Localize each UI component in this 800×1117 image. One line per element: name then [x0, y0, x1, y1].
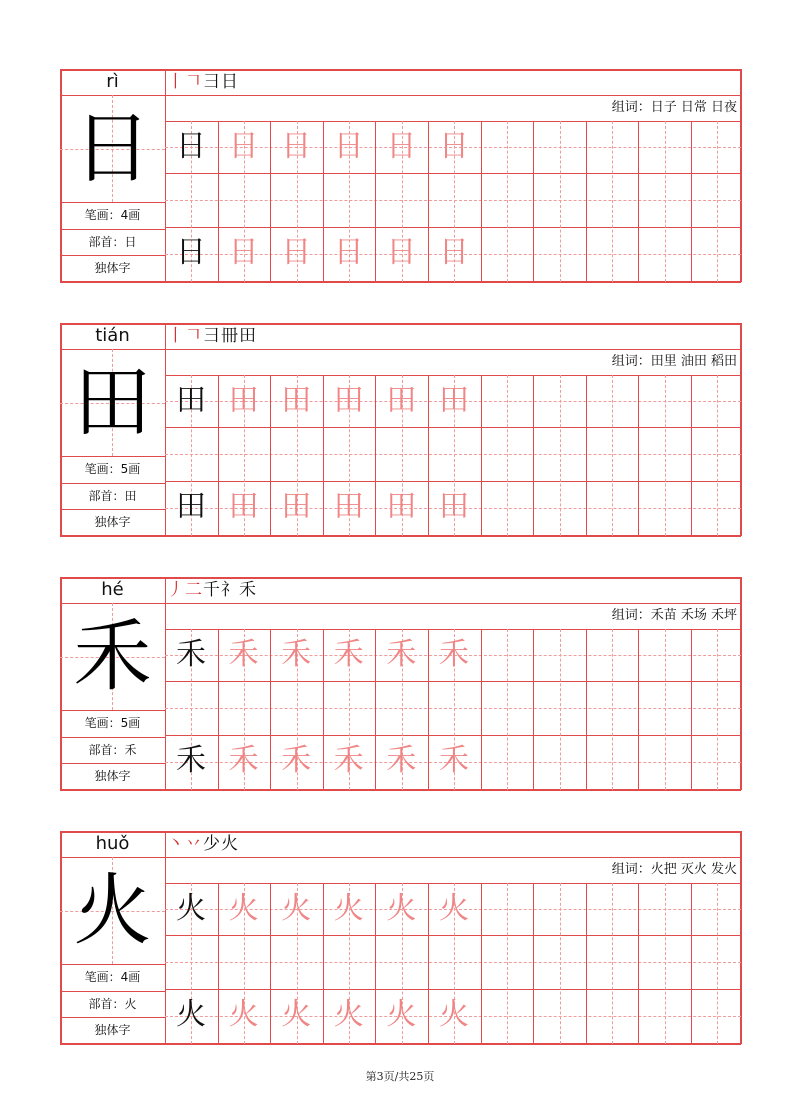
pinyin: rì — [106, 71, 119, 92]
model-character: 火 — [176, 997, 206, 1032]
trace-character: 禾 — [386, 743, 417, 778]
trace-character: 火 — [386, 997, 417, 1032]
model-character: 禾 — [176, 743, 206, 778]
trace-character: 禾 — [333, 637, 364, 672]
grid-line — [586, 883, 587, 1044]
trace-character: 禾 — [386, 637, 417, 672]
grid-midline — [612, 629, 613, 790]
trace-character: 日 — [281, 129, 312, 164]
trace-character: 田 — [281, 489, 312, 524]
trace-character: 火 — [439, 891, 469, 926]
stroke-count: 笔画：5画 — [84, 462, 141, 476]
grid-midline — [612, 121, 613, 282]
trace-character: 禾 — [281, 637, 312, 672]
trace-character: 田 — [333, 383, 364, 418]
words-label: 组词： — [611, 100, 651, 115]
trace-character: 禾 — [439, 637, 469, 672]
trace-character: 田 — [386, 383, 417, 418]
grid-midline — [717, 121, 718, 282]
stroke-count: 笔画：5画 — [84, 716, 141, 730]
radical: 部首：火 — [88, 997, 137, 1011]
words-label: 组词： — [611, 354, 651, 369]
trace-character: 日 — [439, 129, 469, 164]
radical: 部首：禾 — [88, 743, 137, 757]
grid-midline — [507, 883, 508, 1044]
grid-midline — [717, 883, 718, 1044]
grid-line — [165, 935, 741, 936]
trace-character: 禾 — [228, 743, 259, 778]
trace-character: 火 — [333, 997, 364, 1032]
pinyin: tián — [95, 325, 130, 346]
stroke-step: 彐 — [203, 326, 221, 346]
grid-midline — [612, 883, 613, 1044]
grid-line — [691, 121, 692, 282]
trace-character: 日 — [333, 235, 364, 270]
trace-character: 日 — [281, 235, 312, 270]
word-examples — [612, 349, 737, 375]
frame-right — [740, 831, 742, 1044]
model-character: 禾 — [176, 637, 206, 672]
grid-midline — [507, 121, 508, 282]
grid-line — [533, 121, 534, 282]
grid-line — [533, 375, 534, 536]
grid-line — [638, 375, 639, 536]
words-list: 火把 灭火 发火 — [650, 862, 737, 877]
main-character: 禾 — [73, 612, 152, 702]
frame-right — [740, 577, 742, 790]
stroke-count: 笔画：4画 — [84, 208, 141, 222]
trace-character: 日 — [386, 129, 417, 164]
stroke-order — [167, 69, 239, 95]
structure: 独体字 — [94, 261, 131, 275]
radical: 部首：田 — [88, 489, 137, 503]
stroke-step: 丨 — [167, 72, 185, 92]
stroke-step: 丨 — [167, 326, 185, 346]
grid-line — [691, 375, 692, 536]
grid-line — [533, 629, 534, 790]
grid-line — [533, 883, 534, 1044]
structure: 独体字 — [94, 515, 131, 529]
grid-line — [481, 629, 482, 790]
stroke-step: 冊 — [221, 326, 239, 346]
character-block — [60, 69, 741, 282]
grid-midline — [507, 629, 508, 790]
words-list: 日子 日常 日夜 — [650, 100, 737, 115]
stroke-step: 火 — [221, 834, 239, 854]
grid-midline — [665, 883, 666, 1044]
grid-midline — [165, 200, 741, 201]
grid-midline — [165, 454, 741, 455]
trace-character: 禾 — [439, 743, 469, 778]
stroke-order — [167, 323, 257, 349]
trace-character: 火 — [281, 997, 312, 1032]
word-examples — [612, 857, 737, 883]
grid-line — [481, 121, 482, 282]
stroke-step: 日 — [221, 72, 239, 92]
trace-character: 火 — [439, 997, 469, 1032]
grid-line — [691, 629, 692, 790]
frame-right — [740, 323, 742, 536]
grid-midline — [560, 883, 561, 1044]
character-block — [60, 323, 741, 536]
main-character: 火 — [73, 866, 152, 956]
grid-midline — [665, 629, 666, 790]
trace-character: 日 — [386, 235, 417, 270]
stroke-step: 少 — [203, 834, 221, 854]
grid-midline — [560, 121, 561, 282]
stroke-order — [167, 831, 239, 857]
trace-character: 田 — [386, 489, 417, 524]
stroke-step: 田 — [239, 326, 257, 346]
grid-line — [638, 629, 639, 790]
main-character: 日 — [73, 104, 152, 194]
structure: 独体字 — [94, 1023, 131, 1037]
stroke-step: 丷 — [185, 834, 203, 854]
trace-character: 田 — [439, 489, 469, 524]
stroke-step: 千 — [203, 580, 221, 600]
word-examples — [612, 95, 737, 121]
trace-character: 火 — [386, 891, 417, 926]
trace-character: 田 — [228, 489, 259, 524]
grid-midline — [560, 629, 561, 790]
grid-midline — [165, 962, 741, 963]
trace-character: 田 — [439, 383, 469, 418]
words-label: 组词： — [611, 862, 651, 877]
grid-midline — [507, 375, 508, 536]
stroke-step: 二 — [185, 580, 203, 600]
character-block — [60, 831, 741, 1044]
grid-line — [691, 883, 692, 1044]
trace-character: 火 — [281, 891, 312, 926]
frame-right — [740, 69, 742, 282]
grid-line — [586, 121, 587, 282]
stroke-step: 礻 — [221, 580, 239, 600]
trace-character: 日 — [228, 129, 259, 164]
trace-character: 日 — [439, 235, 469, 270]
grid-line — [165, 173, 741, 174]
stroke-step: 禾 — [239, 580, 257, 600]
stroke-step: 彐 — [203, 72, 221, 92]
stroke-step: 丿 — [167, 580, 185, 600]
radical: 部首：日 — [88, 235, 137, 249]
grid-midline — [165, 708, 741, 709]
trace-character: 田 — [333, 489, 364, 524]
grid-midline — [717, 375, 718, 536]
grid-line — [481, 883, 482, 1044]
trace-character: 火 — [228, 997, 259, 1032]
words-list: 田里 油田 稻田 — [650, 354, 737, 369]
grid-midline — [665, 375, 666, 536]
words-list: 禾苗 禾场 禾坪 — [650, 608, 737, 623]
main-character: 田 — [73, 358, 152, 448]
grid-midline — [717, 629, 718, 790]
stroke-step: 丶 — [167, 834, 185, 854]
stroke-step: 𠃍 — [185, 72, 203, 92]
word-examples — [612, 603, 737, 629]
grid-line — [481, 375, 482, 536]
model-character: 田 — [176, 383, 206, 418]
grid-line — [638, 121, 639, 282]
character-block — [60, 577, 741, 790]
pinyin: hé — [101, 579, 124, 600]
pinyin: huǒ — [95, 833, 130, 854]
model-character: 田 — [176, 489, 206, 524]
grid-midline — [612, 375, 613, 536]
grid-midline — [665, 121, 666, 282]
grid-midline — [560, 375, 561, 536]
stroke-step: 𠃍 — [185, 326, 203, 346]
model-character: 日 — [176, 129, 206, 164]
grid-line — [586, 375, 587, 536]
structure: 独体字 — [94, 769, 131, 783]
grid-line — [586, 629, 587, 790]
grid-line — [165, 681, 741, 682]
trace-character: 禾 — [228, 637, 259, 672]
trace-character: 火 — [228, 891, 259, 926]
stroke-count: 笔画：4画 — [84, 970, 141, 984]
trace-character: 田 — [281, 383, 312, 418]
grid-line — [165, 427, 741, 428]
stroke-order — [167, 577, 257, 603]
trace-character: 火 — [333, 891, 364, 926]
grid-line — [638, 883, 639, 1044]
trace-character: 日 — [228, 235, 259, 270]
words-label: 组词： — [611, 608, 651, 623]
trace-character: 禾 — [333, 743, 364, 778]
trace-character: 田 — [228, 383, 259, 418]
model-character: 火 — [176, 891, 206, 926]
trace-character: 禾 — [281, 743, 312, 778]
model-character: 日 — [176, 235, 206, 270]
trace-character: 日 — [333, 129, 364, 164]
page-number: 第3页/共25页 — [365, 1070, 435, 1083]
